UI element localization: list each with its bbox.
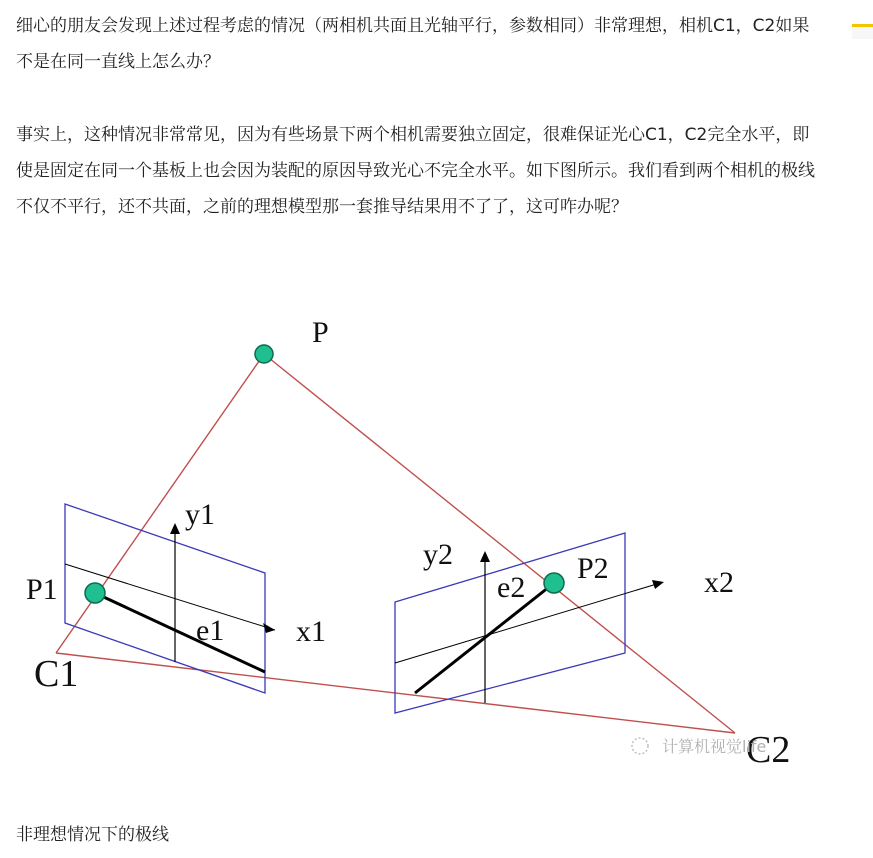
- watermark: [632, 737, 766, 756]
- paragraph-explanation: 事实上，这种情况非常常见，因为有些场景下两个相机需要独立固定，很难保证光心C1，C2完全水平，即使是固定在同一个基板上也会因为装配的原因导致光心不完全水平。如下图所示。我们看到两个相机的极线不仅不平行，还不共面，之前的理想模型那一套推导结果用不了了，这可咋办呢？: [16, 125, 815, 217]
- figure-caption: 非理想情况下的极线: [16, 825, 169, 845]
- paragraph-intro: 细心的朋友会发现上述过程考虑的情况（两相机共面且光轴平行，参数相同）非常理想，相机C1，C2如果不是在同一直线上怎么办？: [16, 16, 810, 72]
- label-y1: y1: [185, 498, 215, 531]
- point-P: [255, 345, 273, 363]
- wechat-icon: [632, 738, 648, 754]
- epipolar-figure: [0, 290, 873, 810]
- label-e1: e1: [196, 614, 225, 647]
- watermark-text: 计算机视觉life: [662, 737, 767, 756]
- label-x1: x1: [296, 615, 326, 648]
- point-P2: [544, 573, 564, 593]
- label-e2: e2: [497, 571, 526, 604]
- label-C1: C1: [34, 653, 79, 695]
- label-y2: y2: [423, 538, 453, 571]
- label-C2: C2: [746, 729, 791, 771]
- label-x2: x2: [704, 566, 734, 599]
- accent-pad: [852, 27, 873, 39]
- point-P1: [85, 583, 105, 603]
- label-P1: P1: [26, 573, 58, 606]
- label-P2: P2: [577, 552, 609, 585]
- label-P: P: [312, 316, 329, 349]
